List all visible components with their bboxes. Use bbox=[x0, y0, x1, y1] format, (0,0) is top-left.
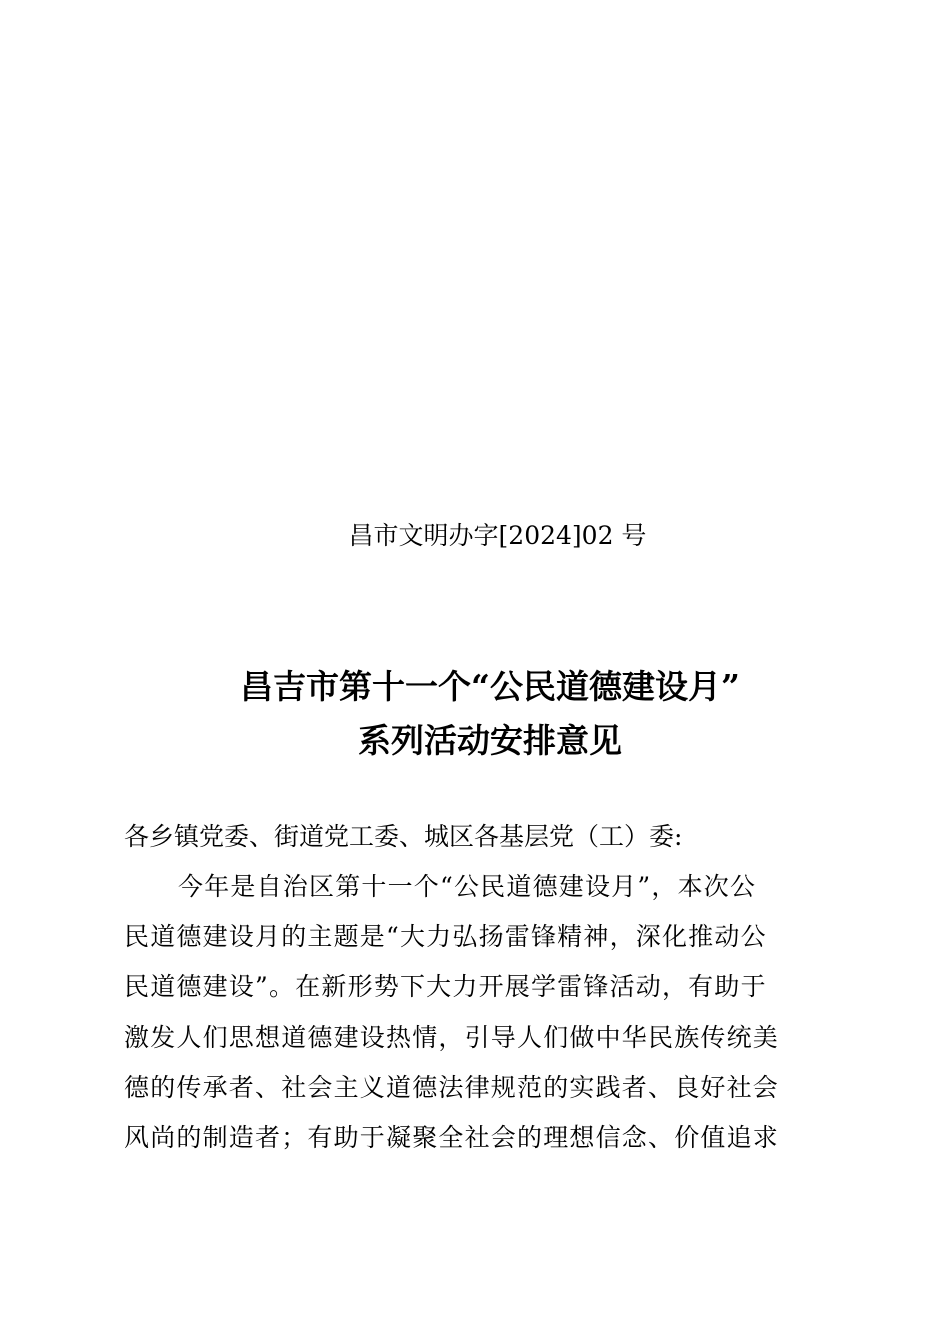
document-title bbox=[0, 660, 950, 768]
body-line: 德的传承者、社会主义道德法律规范的实践者、良好社会 bbox=[124, 1072, 780, 1102]
body-paragraph bbox=[124, 868, 804, 1169]
body-line: 风尚的制造者；有助于凝聚全社会的理想信念、价值追求 bbox=[124, 1122, 780, 1152]
title-line-2: 系列活动安排意见 bbox=[358, 721, 622, 760]
title-line-1: 昌吉市第十一个“公民道德建设月” bbox=[240, 667, 740, 706]
document-number: 昌市文明办字[2024]02 号 bbox=[348, 521, 647, 550]
body-line: 民道德建设”。在新形势下大力开展学雷锋活动，有助于 bbox=[124, 972, 767, 1002]
body-line: 今年是自治区第十一个“公民道德建设月”，本次公 bbox=[178, 872, 757, 901]
body-line: 民道德建设月的主题是“大力弘扬雷锋精神，深化推动公 bbox=[124, 922, 767, 952]
salutation: 各乡镇党委、街道党工委、城区各基层党（工）委: bbox=[124, 822, 683, 851]
body-line: 激发人们思想道德建设热情，引导人们做中华民族传统美 bbox=[124, 1022, 780, 1052]
